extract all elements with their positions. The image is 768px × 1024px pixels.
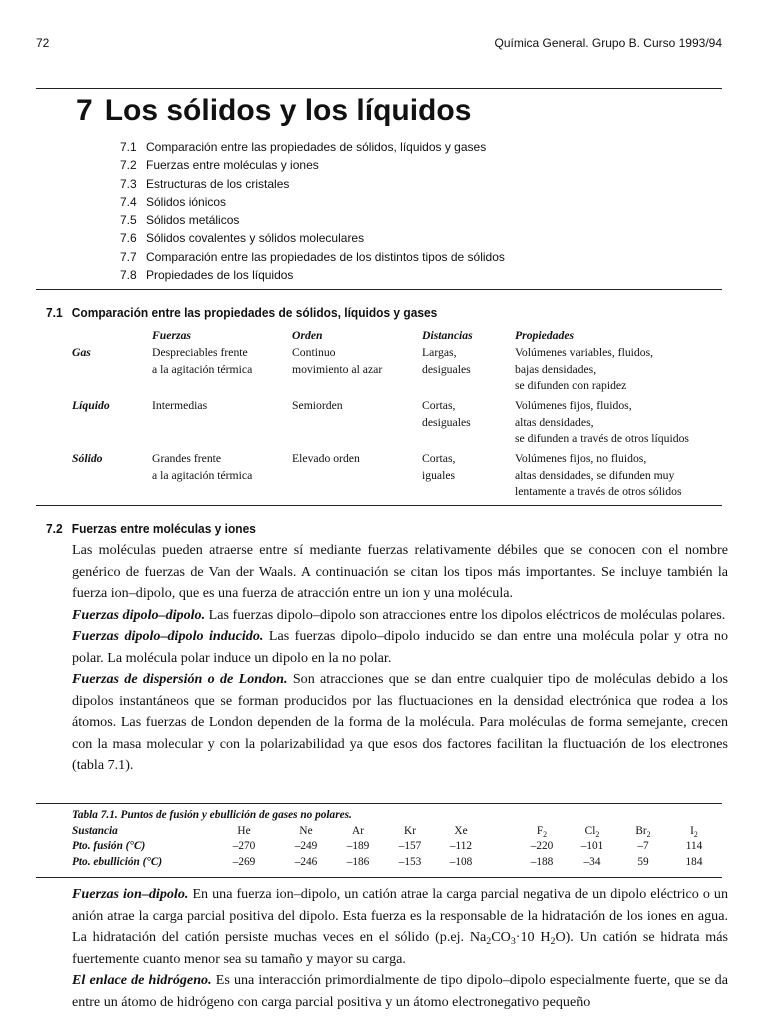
cell-orden: Elevado orden <box>292 452 360 465</box>
toc-item: 7.1 Comparación entre las propiedades de sólidos, líquidos y gases <box>120 140 487 154</box>
header-rule <box>36 88 722 89</box>
cell-distancias: Largas, desiguales <box>422 346 471 376</box>
toc-item: 7.6 Sólidos covalentes y sólidos moleculares <box>120 231 365 246</box>
toc-item: 7.3 Estructuras de los cristales <box>120 176 290 191</box>
cell-orden: Continuo movimiento al azar <box>292 346 383 376</box>
paragraph: Fuerzas dipolo–dipolo. Las fuerzas dipolo–dipolo son atracciones entre los dipolos eléctricos de moléculas polares. <box>72 606 726 623</box>
column-header: Propiedades <box>515 329 575 342</box>
toc-item: 7.7 Comparación entre las propiedades de los distintos tipos de sólidos <box>120 249 505 264</box>
comparison-table-header <box>72 328 732 345</box>
table-row: Pto. ebullición (°C) –269 –246 –186 –153 –108 –188 –34 59 184 <box>72 855 703 868</box>
toc-item: 7.5 Sólidos metálicos <box>120 213 240 228</box>
cell-propiedades: Volúmenes fijos, fluidos, altas densidades, se difunden a través de otros líquidos <box>515 399 689 445</box>
column-header: Fuerzas <box>152 329 191 342</box>
section-heading-7-1: 7.1 Comparación entre las propiedades de sólidos, líquidos y gases <box>46 305 438 320</box>
table-caption: Tabla 7.1. Puntos de fusión y ebullición de gases no polares. <box>72 809 352 821</box>
table-bottom-rule <box>36 505 722 506</box>
comparison-table <box>72 328 732 504</box>
chapter-title <box>76 94 471 128</box>
paragraph: El enlace de hidrógeno. Es una interacción primordialmente de tipo dipolo–dipolo especialmente fuerte, que se da entre un átomo de hidrógeno con carga parcial positiva y un átomo electronegativo pequeño <box>72 972 728 1010</box>
section-7-2-body <box>72 540 728 777</box>
toc-item: 7.2 Fuerzas entre moléculas y iones <box>120 158 319 173</box>
cell-distancias: Cortas, iguales <box>422 452 456 482</box>
section-heading-7-2: 7.2 Fuerzas entre moléculas y iones <box>46 521 256 536</box>
cell-fuerzas: Grandes frente a la agitación térmica <box>152 452 253 482</box>
term: Fuerzas de dispersión o de London. <box>72 671 288 687</box>
paragraph: Fuerzas dipolo–dipolo inducido. Las fuerzas dipolo–dipolo inducido se dan entre una molécula polar y otra no polar. La molécula polar induce un dipolo en la no polar. <box>72 628 728 666</box>
column-header: Distancias <box>422 329 473 342</box>
paragraph: Fuerzas ion–dipolo. En una fuerza ion–dipolo, un catión atrae la carga parcial negativa de un dipolo eléctrico o un anión atrae la carga parcial positiva del dipolo. Esta fuerza es la responsable de la hidratación de los iones en agua. La hidratación del catión persiste muchas veces en el sólido (p.ej. $Na_2CO_3\cdot 10$ $H_2O$). Un catión se hidrata más fuertemente cuanto menor sea su tamaño y mayor su carga. <box>72 886 728 967</box>
term: Fuerzas dipolo–dipolo inducido. <box>72 628 264 644</box>
cell-fuerzas: Despreciables frente a la agitación térmica <box>152 346 253 376</box>
table-row: Sustancia He Ne Ar Kr Xe $F_2$ $Cl_2$ $Br_2$ $I_2$ <box>72 824 698 839</box>
table71-bottom-rule <box>36 877 722 878</box>
state-label: Sólido <box>72 452 103 465</box>
table-row <box>72 345 732 398</box>
toc-item: 7.4 Sólidos iónicos <box>120 194 227 209</box>
table-row: Pto. fusión (°C) –270 –249 –189 –157 –112 –220 –101 –7 114 <box>72 840 703 852</box>
table71-top-rule <box>36 803 722 804</box>
toc-rule <box>36 289 722 290</box>
cell-propiedades: Volúmenes variables, fluidos, bajas densidades, se difunden con rapidez <box>515 346 654 392</box>
cell-fuerzas: Intermedias <box>152 399 208 412</box>
cell-orden: Semiorden <box>292 399 343 412</box>
running-title: Química General. Grupo B. Curso 1993/94 <box>494 36 722 50</box>
chapter-title-text: Los sólidos y los líquidos <box>104 94 472 127</box>
state-label: Gas <box>72 346 91 359</box>
chapter-number: 7 <box>76 94 93 127</box>
paragraph: Las moléculas pueden atraerse entre sí mediante fuerzas relativamente débiles que se conocen con el nombre genérico de fuerzas de Van der Waals. A continuación se citan los tipos más importantes. Se incluye también la fuerza ion–dipolo, que es una fuerza de atracción entre un ion y una molécula. <box>72 542 728 601</box>
table-row <box>72 451 732 504</box>
chapter-contents <box>120 138 505 284</box>
paragraph: Fuerzas de dispersión o de London. Son atracciones que se dan entre cualquier tipo de moléculas debido a los dipolos instantáneos que se forman producidos por las fluctuaciones en la densidad electrónica que rodea a los átomos. Las fuerzas de London dependen de la forma de la molécula. Para moléculas de forma semejante, crecen con la masa molecular y con la polarizabilidad ya que esos dos factores facilitan la fluctuación de los electrones (tabla 7.1). <box>72 671 729 773</box>
cell-distancias: Cortas, desiguales <box>422 399 471 429</box>
term: El enlace de hidrógeno. <box>72 972 212 988</box>
table-row <box>72 398 732 451</box>
term: Fuerzas ion–dipolo. <box>72 886 189 902</box>
section-7-2-body-continued <box>72 884 728 1013</box>
toc-item: 7.8 Propiedades de los líquidos <box>120 268 294 283</box>
column-header: Orden <box>292 329 323 342</box>
term: Fuerzas dipolo–dipolo. <box>72 606 206 623</box>
state-label: Líquido <box>72 399 110 412</box>
cell-propiedades: Volúmenes fijos, no fluidos, altas densidades, se difunden muy lentamente a través de otros sólidos <box>515 452 682 498</box>
page-number: 72 <box>36 36 50 50</box>
table-7-1 <box>72 808 728 870</box>
